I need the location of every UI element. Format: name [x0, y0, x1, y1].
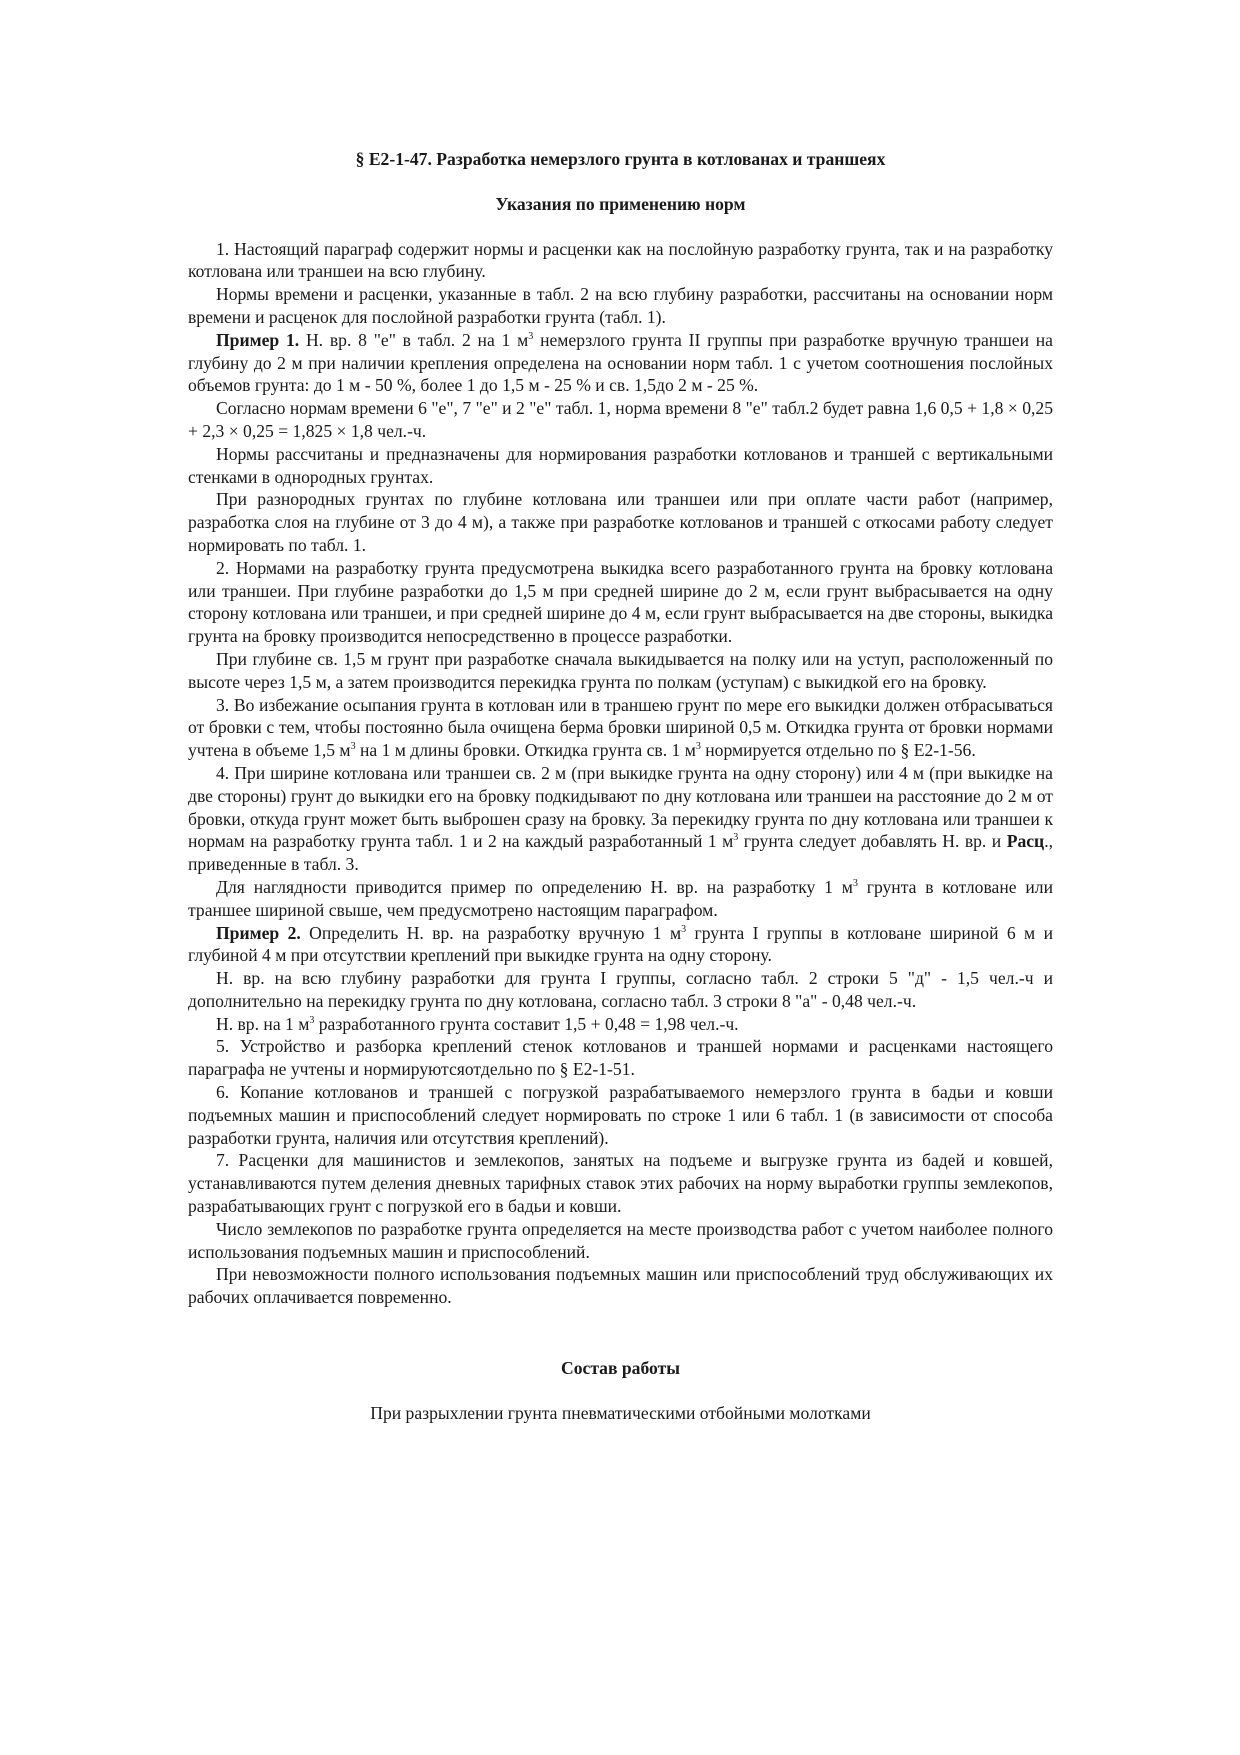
section-heading: Состав работы [561, 1358, 680, 1379]
paragraph-8: При глубине св. 1,5 м грунт при разработке сначала выкидывается на полку или на уступ, расположенный по высоте через 1,5 м, а затем производится перекидка грунта по полкам (уступам) с выкидкой его на бровку. [188, 648, 1053, 692]
paragraph-10-text-b: грунта следует добавлять Н. вр. и [738, 831, 1007, 852]
paragraph-10-text-c: ., приведенные в табл. 3. [188, 831, 1053, 875]
section-subheading: При разрыхлении грунта пневматическими отбойными молотками [370, 1402, 871, 1423]
example-2-label: Пример 2. [216, 922, 301, 943]
paragraph-15: 5. Устройство и разборка креплений стенок котлованов и траншей нормами и расценками настоящего параграфа не учтены и нормируютсяотдельно по § Е2-1-51. [188, 1036, 1053, 1080]
paragraph-10-text-a: 4. При ширине котлована или траншеи св. 2 м (при выкидке грунта на одну сторону) или 4 м (при выкидке на две стороны) грунт до выкидки его на бровку подкидывают по дну котлована или траншеи на расстояние до 2 м от бровки, откуда грунт может быть выброшен сразу на бровку. За перекидку грунта по дну котлована или траншеи к нормам на разработку грунта табл. 1 и 2 на каждый разработанный 1 м [188, 762, 1053, 852]
example-1-text-b: немерзлого грунта II группы при разработке вручную траншеи на глубину до 2 м при наличии крепления определена на основании норм табл. 1 с учетом соотношения послойных объемов грунта: до 1 м - 50 %, более 1 до 1,5 м - 25 % и св. 1,5до 2 м - 25 %. [188, 329, 1053, 396]
rate-abbrev: Расц [1006, 831, 1045, 852]
cubic-superscript: 3 [695, 741, 701, 753]
example-1-text-a: Н. вр. 8 "е" в табл. 2 на 1 м [299, 329, 529, 350]
paragraph-example-1 [188, 329, 1053, 397]
paragraph-1: 1. Настоящий параграф содержит нормы и расценки как на послойную разработку грунта, так и на разработку котлована или траншеи на всю глубину. [188, 238, 1053, 282]
example-1-label: Пример 1. [216, 329, 300, 350]
document-subtitle: Указания по применению норм [495, 193, 746, 214]
cubic-superscript: 3 [309, 1014, 315, 1026]
paragraph-4: Согласно нормам времени 6 "е", 7 "е" и 2 "е" табл. 1, норма времени 8 "е" табл.2 будет равна 1,6 0,5 + 1,8 × 0,25 + 2,3 × 0,25 = 1,825 × 1,8 чел.-ч. [188, 398, 1053, 441]
paragraph-6: При разнородных грунтах по глубине котлована или траншеи или при оплате части работ (например, разработка слоя на глубине от 3 до 4 м), а также при разработке котлованов и траншей с откосами работу следует нормировать по табл. 1. [188, 489, 1053, 555]
paragraph-9-text-b: на 1 м длины бровки. Откидка грунта св. 1 м [355, 740, 696, 761]
paragraph-9-text-c: нормируется отдельно по § Е2-1-56. [700, 740, 976, 761]
paragraph-2: Нормы времени и расценки, указанные в табл. 2 на всю глубину разработки, рассчитаны на основании норм времени и расценок для послойной разработки грунта (табл. 1). [188, 284, 1053, 327]
paragraph-14 [188, 1013, 1053, 1036]
paragraph-11 [188, 876, 1053, 922]
paragraph-5: Нормы рассчитаны и предназначены для нормирования разработки котлованов и траншей с вертикальными стенками в однородных грунтах. [188, 443, 1053, 487]
paragraph-7: 2. Нормами на разработку грунта предусмотрена выкидка всего разработанного грунта на бровку котлована или траншеи. При глубине разработки до 1,5 м при средней ширине до 2 м, если грунт выбрасывается на одну сторону котлована или траншеи, и при средней ширине до 4 м, если грунт выбрасывается на две стороны, выкидка грунта на бровку производится непосредственно в процессе разработки. [188, 557, 1053, 647]
cubic-superscript: 3 [681, 923, 687, 935]
document-page [188, 148, 1053, 1425]
cubic-superscript: 3 [852, 877, 858, 889]
cubic-superscript: 3 [733, 832, 739, 844]
paragraph-19: При невозможности полного использования подъемных машин или приспособлений труд обслуживающих их рабочих оплачивается повременно. [188, 1264, 1053, 1308]
paragraph-10 [188, 762, 1053, 876]
paragraph-16: 6. Копание котлованов и траншей с погрузкой разрабатываемого немерзлого грунта в бадьи и ковши подъемных машин и приспособлений следует нормировать по строке 1 или 6 табл. 1 (в зависимости от способа разработки грунта, наличия или отсутствия креплений). [188, 1082, 1053, 1148]
paragraph-17: 7. Расценки для машинистов и землекопов, занятых на подъеме и выгрузке грунта из бадей и ковшей, устанавливаются путем деления дневных тарифных ставок этих рабочих на норму выработки группы землекопов, разрабатывающих грунт с погрузкой его в бадьи и ковши. [188, 1150, 1053, 1217]
cubic-superscript: 3 [528, 330, 534, 342]
cubic-superscript: 3 [350, 741, 356, 753]
example-2-text-b: грунта I группы в котловане шириной 6 м и глубиной 4 м при отсутствии креплений при выкидке грунта на одну сторону. [188, 922, 1053, 966]
paragraph-example-2 [188, 922, 1053, 968]
paragraph-11-text-b: грунта в котловане или траншее шириной свыше, чем предусмотрено настоящим параграфом. [188, 876, 1053, 920]
paragraph-14-text-a: Н. вр. на 1 м [216, 1013, 310, 1034]
document-title: § Е2-1-47. Разработка немерзлого грунта в котлованах и траншеях [355, 149, 886, 169]
paragraph-11-text-a: Для наглядности приводится пример по определению Н. вр. на разработку 1 м [216, 876, 853, 897]
example-2-text-a: Определить Н. вр. на разработку вручную 1 м [300, 922, 682, 943]
paragraph-14-text-b: разработанного грунта составит 1,5 + 0,48 = 1,98 чел.-ч. [314, 1013, 739, 1034]
paragraph-18: Число землекопов по разработке грунта определяется на месте производства работ с учетом наиболее полного использования подъемных машин и приспособлений. [188, 1218, 1053, 1262]
paragraph-9-text-a: 3. Во избежание осыпания грунта в котлован или в траншею грунт по мере его выкидки должен отбрасываться от бровки с тем, чтобы постоянно была очищена берма бровки шириной 0,5 м. Откидка грунта от бровки нормами учтена в объеме 1,5 м [188, 694, 1053, 761]
paragraph-9 [188, 694, 1053, 762]
paragraph-13: Н. вр. на всю глубину разработки для грунта I группы, согласно табл. 2 строки 5 "д" - 1,5 чел.-ч и дополнительно на перекидку грунта по дну котлована, согласно табл. 3 строки 8 "а" - 0,48 чел.-ч. [188, 968, 1053, 1011]
